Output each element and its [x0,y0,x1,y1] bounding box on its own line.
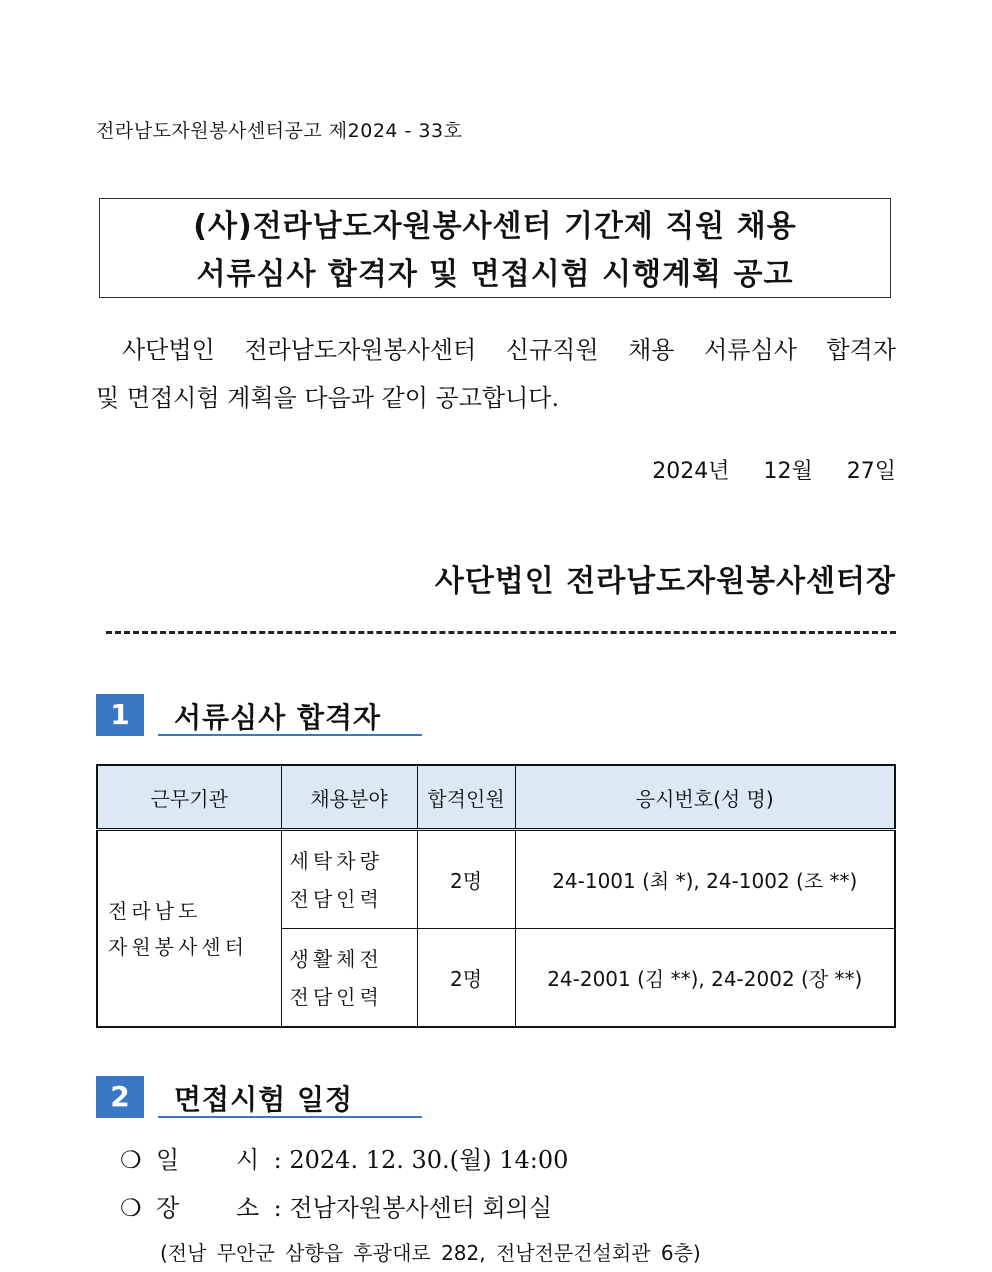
time-label-a: 일 [156,1146,180,1174]
section-1-heading [96,694,426,738]
time-value: 2024. 12. 30.(월) 14:00 [289,1146,569,1174]
header-count: 합격인원 [417,765,515,830]
section-2-number: 2 [96,1076,144,1118]
section-2-title: 면접시험 일정 [174,1083,354,1116]
time-sep: : [273,1146,282,1174]
issuer: 사단법인 전라남도자원봉사센터장 [434,564,896,599]
applicants-cell: 24-2001 (김 **), 24-2002 (장 **) [515,929,895,1028]
schedule-time [120,1140,568,1175]
title-line-2: 서류심사 합격자 및 면접시험 시행계획 공고 [196,257,794,292]
intro-line-2: 및 면접시험 계획을 다음과 같이 공고합니다. [96,384,560,412]
intro-paragraph [96,326,896,422]
intro-line-1: 사단법인 전라남도자원봉사센터 신규직원 채용 서류심사 합격자 [122,336,896,364]
table-header-row [97,765,895,830]
section-1-number: 1 [96,694,144,736]
notice-number: 전라남도자원봉사센터공고 제2024 - 33호 [96,120,463,142]
header-field: 채용분야 [281,765,417,830]
field-line-1: 생활체전 [289,946,383,971]
results-table [96,764,896,1028]
schedule-place [120,1188,552,1223]
time-label-b: 시 [236,1146,260,1174]
field-line-1: 세탁차량 [289,848,383,873]
field-line-2: 전담인력 [289,886,383,911]
org-cell [97,830,281,1028]
applicants-cell: 24-1001 (최 *), 24-1002 (조 **) [515,830,895,929]
place-label-a: 장 [156,1194,180,1222]
field-cell [281,929,417,1028]
header-org: 근무기관 [97,765,281,830]
place-label-b: 소 [236,1194,260,1222]
count-cell: 2명 [417,830,515,929]
bullet-icon: ❍ [120,1194,142,1222]
count-cell: 2명 [417,929,515,1028]
section-1-underline [158,734,422,736]
place-sep: : [273,1194,282,1222]
header-applicants: 응시번호(성 명) [515,765,895,830]
field-cell [281,830,417,929]
bullet-icon: ❍ [120,1146,142,1174]
org-line-1: 전라남도 [108,898,202,923]
table-row [97,830,895,929]
section-2-underline [158,1116,422,1118]
place-value: 전남자원봉사센터 회의실 [289,1194,553,1222]
notice-date: 2024년 12월 27일 [652,459,896,484]
section-2-heading [96,1076,426,1120]
title-box [99,198,891,298]
divider [106,631,896,634]
org-line-2: 자원봉사센터 [108,934,248,959]
field-line-2: 전담인력 [289,984,383,1009]
title-line-1: (사)전라남도자원봉사센터 기간제 직원 채용 [193,209,797,244]
section-1-title: 서류심사 합격자 [174,701,382,734]
address: (전남 무안군 삼향읍 후광대로 282, 전남전문건설회관 6층) [160,1241,701,1265]
